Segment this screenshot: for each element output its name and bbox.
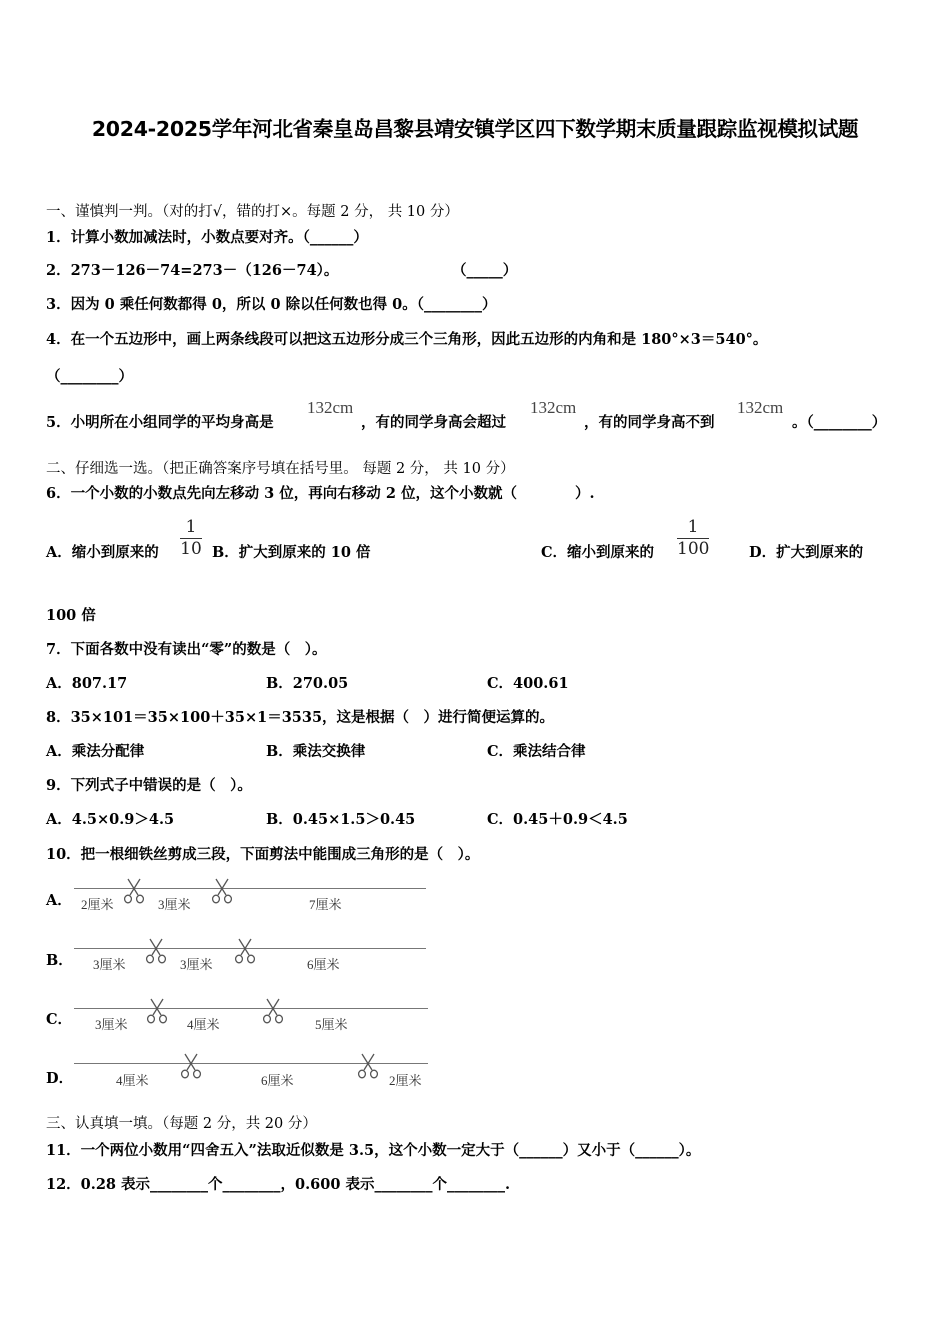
- section1-heading: 一、谨慎判一判。（对的打√，错的打×。每题 2 分， 共 10 分）: [46, 204, 459, 220]
- scissors-icon: [123, 878, 145, 904]
- q10-option-d-label[interactable]: D．: [46, 1070, 74, 1087]
- question-10: 10．把一根细铁丝剪成三段，下面剪法中能围成三角形的是（ ）。: [46, 846, 480, 863]
- section3-heading: 三、认真填一填。（每题 2 分，共 20 分）: [46, 1116, 317, 1132]
- scissors-icon: [211, 878, 233, 904]
- segment-label: 3厘米: [95, 1017, 128, 1032]
- scissors-icon: [180, 1053, 202, 1079]
- q10-option-a-label[interactable]: A．: [46, 892, 72, 909]
- question-2-blank[interactable]: （_____）: [452, 262, 518, 279]
- question-3: 3．因为 0 乘任何数都得 0，所以 0 除以任何数也得 0。（________）: [46, 296, 497, 313]
- segment-label: 4厘米: [187, 1017, 220, 1032]
- question-5-part-b: ，有的同学身高会超过: [361, 414, 506, 431]
- segment-label: 3厘米: [93, 957, 126, 972]
- question-5-part-c: ，有的同学身高不到: [584, 414, 715, 431]
- question-12: 12．0.28 表示________个________，0.600 表示________个________.: [46, 1176, 511, 1193]
- q6-option-c[interactable]: C．缩小到原来的: [541, 544, 655, 561]
- segment-label: 3厘米: [180, 957, 213, 972]
- fraction-one-tenth: [180, 518, 202, 559]
- fraction-denominator: 10: [180, 539, 202, 559]
- q6-option-b[interactable]: B．扩大到原来的 10 倍: [212, 544, 371, 561]
- question-4-blank[interactable]: （________）: [46, 368, 133, 385]
- scissors-icon: [234, 938, 256, 964]
- fraction-denominator: 100: [677, 539, 710, 559]
- question-6: 6．一个小数的小数点先向左移动 3 位，再向右移动 2 位，这个小数就（ ）.: [46, 485, 595, 502]
- scissors-icon: [145, 938, 167, 964]
- segment-label: 6厘米: [261, 1073, 294, 1088]
- q7-option-b[interactable]: B．270.05: [266, 675, 349, 692]
- fraction-numerator: 1: [687, 517, 699, 537]
- height-value-1: 132cm: [307, 398, 354, 417]
- q8-option-c[interactable]: C．乘法结合律: [487, 743, 586, 760]
- question-2: 2．273－126－74=273－（126－74）。: [46, 262, 339, 279]
- question-1: 1．计算小数加减法时，小数点要对齐。（______）: [46, 229, 368, 246]
- scissors-icon: [262, 998, 284, 1024]
- scissors-icon: [146, 998, 168, 1024]
- wire-line-c: [74, 1008, 428, 1009]
- question-7: 7．下面各数中没有读出“零”的数是（ ）。: [46, 641, 327, 658]
- q6-option-d[interactable]: D．扩大到原来的: [749, 544, 864, 561]
- question-8: 8．35×101＝35×100＋35×1＝3535，这是根据（ ）进行简便运算的。: [46, 709, 555, 726]
- question-9: 9．下列式子中错误的是（ ）。: [46, 777, 252, 794]
- segment-label: 2厘米: [81, 897, 114, 912]
- segment-label: 4厘米: [116, 1073, 149, 1088]
- segment-label: 7厘米: [309, 897, 342, 912]
- q7-option-c[interactable]: C．400.61: [487, 675, 569, 692]
- question-11: 11．一个两位小数用“四舍五入”法取近似数是 3.5，这个小数一定大于（______）又小于（______）。: [46, 1142, 701, 1159]
- segment-label: 6厘米: [307, 957, 340, 972]
- fraction-numerator: 1: [185, 517, 197, 537]
- q10-option-c-label[interactable]: C．: [46, 1011, 73, 1028]
- question-5-part-a: 5．小明所在小组同学的平均身高是: [46, 414, 274, 431]
- q9-option-a[interactable]: A．4.5×0.9＞4.5: [46, 811, 175, 828]
- height-value-3: 132cm: [737, 398, 784, 417]
- segment-label: 3厘米: [158, 897, 191, 912]
- segment-label: 2厘米: [389, 1073, 422, 1088]
- height-value-2: 132cm: [530, 398, 577, 417]
- page-title: 2024-2025学年河北省秦皇岛昌黎县靖安镇学区四下数学期末质量跟踪监视模拟试题: [91, 117, 859, 141]
- q9-option-c[interactable]: C．0.45＋0.9＜4.5: [487, 811, 628, 828]
- segment-label: 5厘米: [315, 1017, 348, 1032]
- q10-option-b-label[interactable]: B．: [46, 952, 73, 969]
- q8-option-a[interactable]: A．乘法分配律: [46, 743, 145, 760]
- question-4: 4．在一个五边形中，画上两条线段可以把这五边形分成三个三角形，因此五边形的内角和是 180°×3＝540°。: [46, 331, 768, 348]
- q7-option-a[interactable]: A．807.17: [46, 675, 128, 692]
- scissors-icon: [357, 1053, 379, 1079]
- q8-option-b[interactable]: B．乘法交换律: [266, 743, 366, 760]
- question-5-part-d[interactable]: 。（________）: [792, 414, 887, 431]
- q6-option-d-continued: 100 倍: [46, 607, 96, 624]
- fraction-one-hundredth: [677, 518, 709, 559]
- q6-option-a[interactable]: A．缩小到原来的: [46, 544, 159, 561]
- section2-heading: 二、仔细选一选。（把正确答案序号填在括号里。 每题 2 分， 共 10 分）: [46, 461, 515, 477]
- q9-option-b[interactable]: B．0.45×1.5＞0.45: [266, 811, 416, 828]
